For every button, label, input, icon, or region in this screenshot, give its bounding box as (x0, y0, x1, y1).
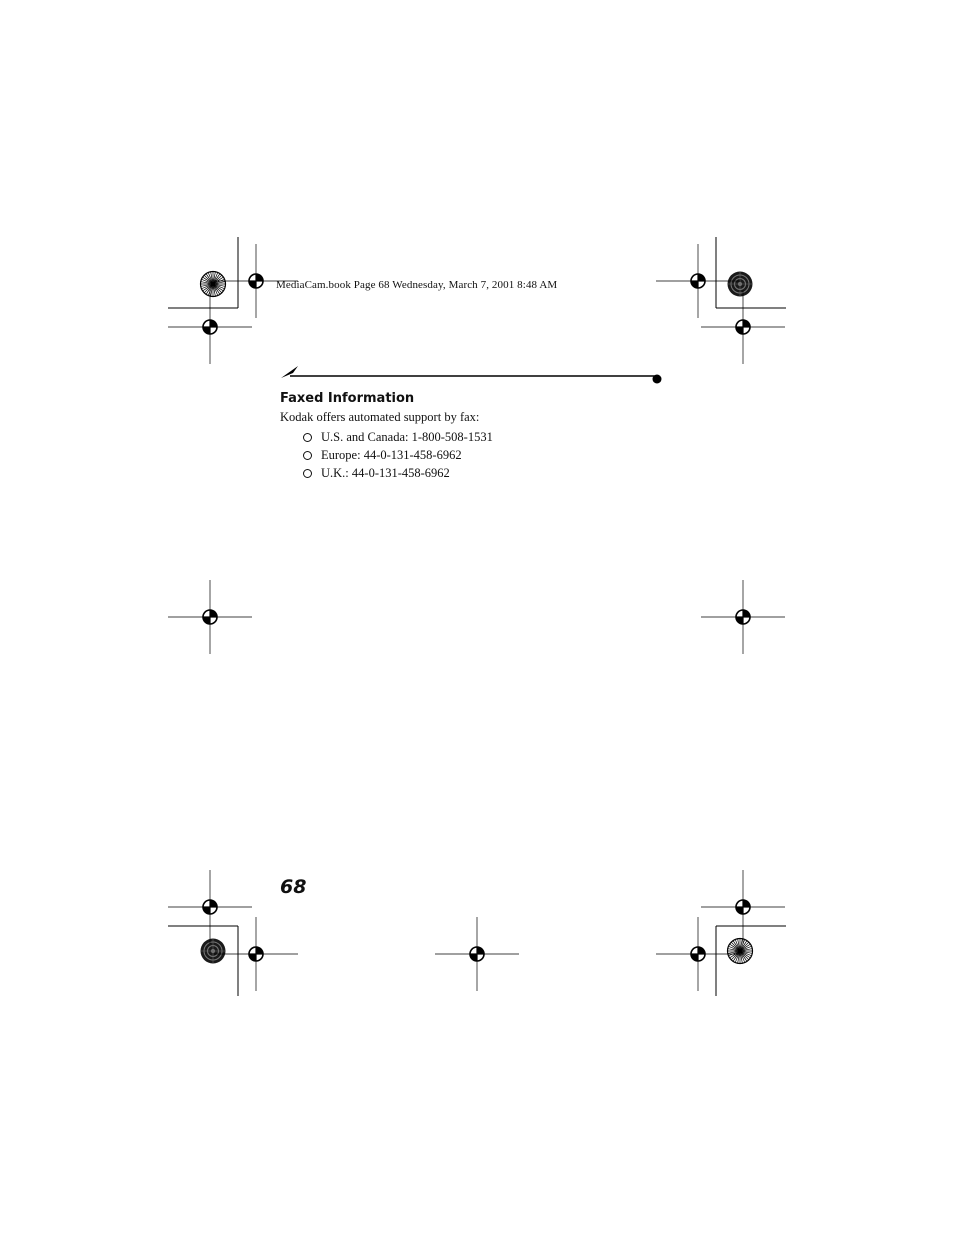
fax-number-list (303, 428, 493, 482)
crosshair-registration-icon (701, 580, 785, 654)
book-slug-line: MediaCam.book Page 68 Wednesday, March 7, 2001 8:48 AM (276, 279, 558, 291)
crosshair-registration-icon (435, 917, 519, 991)
crosshair-registration-icon (656, 244, 740, 318)
crosshair-registration-icon (701, 870, 785, 944)
crosshair-registration-icon (168, 580, 252, 654)
crosshair-registration-icon (656, 917, 740, 991)
dark-target-icon (728, 272, 753, 297)
fax-number-us-canada: U.S. and Canada: 1-800-508-1531 (321, 430, 493, 444)
header-rule (281, 366, 662, 384)
crosshair-registration-icon (168, 870, 252, 944)
section-intro: Kodak offers automated support by fax: (280, 410, 480, 424)
crop-marks (168, 237, 786, 996)
rule-ball-icon (653, 375, 662, 384)
fax-number-europe: Europe: 44-0-131-458-6962 (321, 448, 462, 462)
crosshair-registration-icon (168, 290, 252, 364)
dark-target-icon (201, 939, 226, 964)
list-item (303, 428, 493, 446)
hollow-circle-bullet-icon (303, 469, 312, 478)
hollow-circle-bullet-icon (303, 451, 312, 460)
crosshair-registration-icon (701, 290, 785, 364)
registration-marks (168, 244, 785, 991)
hollow-circle-bullet-icon (303, 433, 312, 442)
page-number: 68 (280, 876, 307, 898)
list-item (303, 464, 493, 482)
starburst-target-icon (728, 939, 753, 964)
list-item (303, 446, 493, 464)
section-heading: Faxed Information (280, 391, 415, 406)
starburst-target-icon (201, 272, 226, 297)
crosshair-registration-icon (214, 917, 298, 991)
fax-number-uk: U.K.: 44-0-131-458-6962 (321, 466, 450, 480)
